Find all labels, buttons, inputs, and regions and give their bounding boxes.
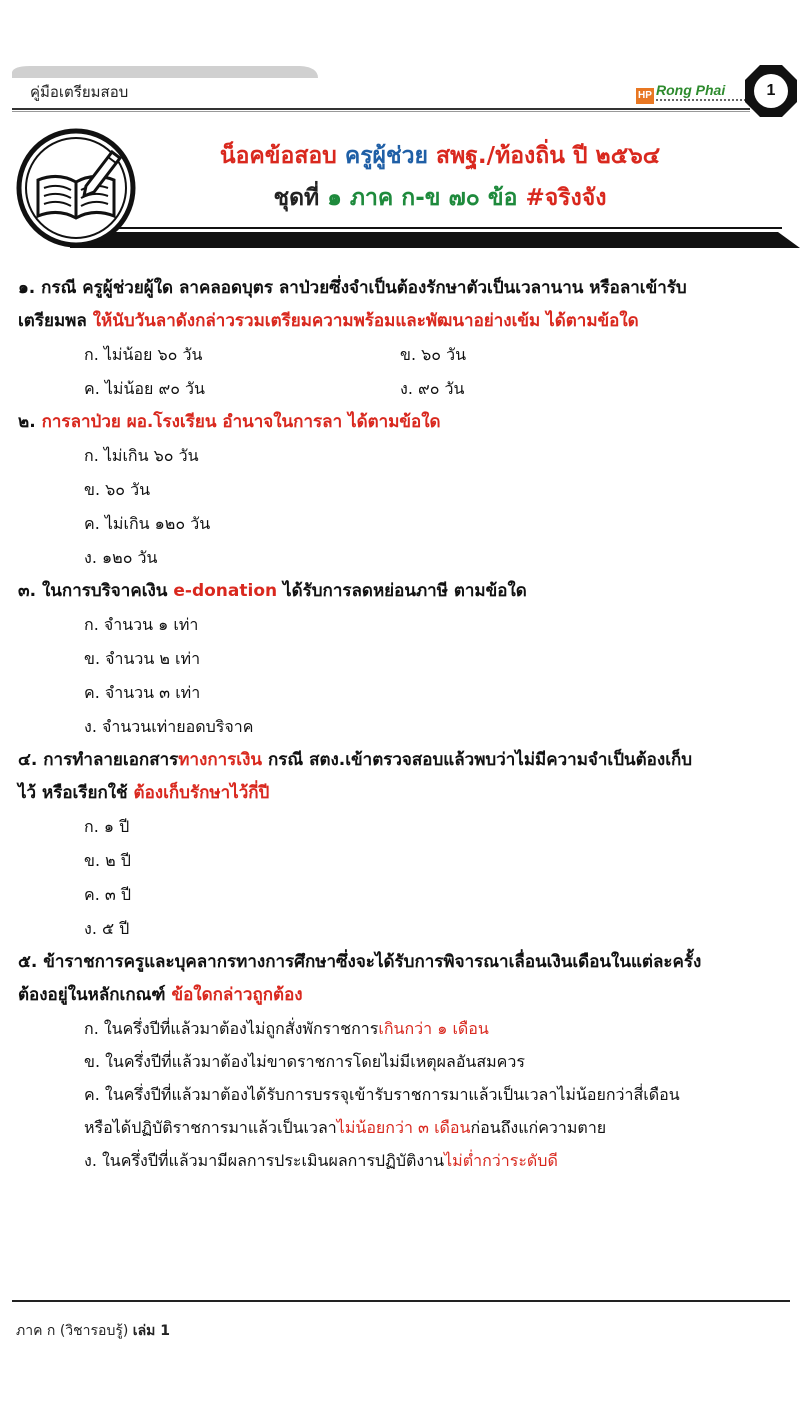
brand-badge: HP <box>636 88 654 104</box>
footer-text: ภาค ก (วิชารอบรู้) <box>16 1323 129 1339</box>
question-4-line-2 <box>18 777 788 810</box>
question-1-highlight: ให้นับวันลาดังกล่าวรวมเตรียมความพร้อมและพัฒนาอย่างเข้ม ได้ตามข้อใด <box>92 311 639 331</box>
option-c-text-2: หรือได้ปฏิบัติราชการมาแล้วเป็นเวลา <box>84 1118 337 1137</box>
question-3-option-a[interactable]: ก. จำนวน ๑ เท่า <box>84 615 199 634</box>
question-1-options-row-2 <box>18 372 788 406</box>
question-5-highlight: ข้อใดกล่าวถูกต้อง <box>171 985 303 1005</box>
question-3-text-end: ได้รับการลดหย่อนภาษี ตามข้อใด <box>283 581 527 601</box>
question-list <box>18 272 788 1177</box>
brand-logo <box>636 82 746 108</box>
question-3-option-d[interactable]: ง. จำนวนเท่ายอดบริจาค <box>84 717 254 736</box>
question-5 <box>18 946 788 1177</box>
question-3-line <box>18 575 788 608</box>
question-2-text: การลาป่วย ผอ.โรงเรียน อำนาจในการลา ได้ตามข้อใด <box>41 412 441 432</box>
footer-divider <box>12 1300 790 1302</box>
title-item-label: ข้อ <box>487 185 518 211</box>
question-1-option-d[interactable]: ง. ๙๐ วัน <box>400 379 465 398</box>
question-5-option-a[interactable] <box>18 1012 788 1045</box>
question-4-highlight-2: ต้องเก็บรักษาไว้กี่ปี <box>133 783 270 803</box>
question-1-line-1: ๑. กรณี ครูผู้ช่วยผู้ใด ลาคลอดบุตร ลาป่วยซึ่งจำเป็นต้องรักษาตัวเป็นเวลานาน หรือลาเข้ารับ <box>18 278 687 298</box>
footer <box>16 1320 170 1342</box>
title-set-number: ๑ ภาค ก-ข ๗๐ <box>327 185 480 211</box>
question-4-option-a[interactable]: ก. ๑ ปี <box>84 817 130 836</box>
question-5-option-b[interactable] <box>18 1045 788 1078</box>
option-d-text: ง. ในครึ่งปีที่แล้วมามีผลการประเมินผลการปฏิบัติงาน <box>84 1151 445 1170</box>
question-5-text: ต้องอยู่ในหลักเกณฑ์ <box>18 985 166 1005</box>
question-1-option-a[interactable]: ก. ไม่น้อย ๖๐ วัน <box>84 345 203 364</box>
option-b-text: ข. ในครึ่งปีที่แล้วมาต้องไม่ขาดราชการโดยไม่มีเหตุผลอันสมควร <box>84 1052 525 1071</box>
question-2-line <box>18 406 788 439</box>
title-set-label: ชุดที่ <box>273 185 320 211</box>
question-1 <box>18 272 788 406</box>
question-4-highlight: ทางการเงิน <box>178 750 263 770</box>
option-a-text: ก. ในครึ่งปีที่แล้วมาต้องไม่ถูกสั่งพักราชการ <box>84 1019 379 1038</box>
option-a-highlight: เกินกว่า ๑ เดือน <box>378 1019 489 1038</box>
brand-tagline-mark <box>656 99 746 105</box>
question-1-option-b[interactable]: ข. ๖๐ วัน <box>400 345 467 364</box>
question-3-highlight: e-donation <box>173 581 278 601</box>
question-3-option-c[interactable]: ค. จำนวน ๓ เท่า <box>84 683 201 702</box>
title-agency-year: สพฐ./ท้องถิ่น ปี ๒๕๖๔ <box>436 143 661 169</box>
option-d-highlight: ไม่ต่ำกว่าระดับดี <box>444 1151 558 1170</box>
question-4 <box>18 744 788 946</box>
option-c-text-1: ค. ในครึ่งปีที่แล้วมาต้องได้รับการบรรจุเข้ารับราชการมาแล้วเป็นเวลาไม่น้อยกว่าสี่เดือน <box>84 1085 680 1104</box>
option-c-highlight: ไม่น้อยกว่า ๓ เดือน <box>336 1118 471 1137</box>
footer-volume: เล่ม 1 <box>132 1323 170 1339</box>
question-2-option-c[interactable]: ค. ไม่เกิน ๑๒๐ วัน <box>84 514 211 533</box>
page-title-line-2 <box>160 180 720 216</box>
question-1-line-2 <box>18 305 788 338</box>
page-number: 1 <box>766 82 776 99</box>
question-2-option-a[interactable]: ก. ไม่เกิน ๖๐ วัน <box>84 446 199 465</box>
running-head: คู่มือเตรียมสอบ <box>30 83 129 101</box>
question-4-text-end: กรณี สตง.เข้าตรวจสอบแล้วพบว่าไม่มีความจำเป็นต้องเก็บ <box>267 750 693 770</box>
question-1-options-row-1 <box>18 338 788 372</box>
title-position: ครูผู้ช่วย <box>344 143 429 169</box>
question-4-text: ๔. การทำลายเอกสาร <box>18 750 179 770</box>
question-2 <box>18 406 788 575</box>
question-4-option-c[interactable]: ค. ๓ ปี <box>84 885 132 904</box>
question-4-line-1 <box>18 744 788 777</box>
option-c-text-3: ก่อนถึงแก่ความตาย <box>470 1118 607 1137</box>
question-2-option-d[interactable]: ง. ๑๒๐ วัน <box>84 548 158 567</box>
question-5-option-d[interactable] <box>18 1144 788 1177</box>
title-prefix: น็อคข้อสอบ <box>219 143 337 169</box>
question-5-line-1: ๕. ข้าราชการครูและบุคลากรทางการศึกษาซึ่งจะได้รับการพิจารณาเลื่อนเงินเดือนในแต่ละครั้ง <box>18 952 702 972</box>
title-hashtag: #จริงจัง <box>525 185 607 211</box>
question-5-line-2 <box>18 979 788 1012</box>
question-3-text: ๓. ในการบริจาคเงิน <box>18 581 168 601</box>
question-1-option-c[interactable]: ค. ไม่น้อย ๙๐ วัน <box>84 379 205 398</box>
question-4-text-2: ไว้ หรือเรียกใช้ <box>18 783 128 803</box>
page-title-line-1 <box>160 138 720 174</box>
question-1-text: เตรียมพล <box>18 311 87 331</box>
question-5-option-c[interactable] <box>18 1078 788 1144</box>
question-4-option-b[interactable]: ข. ๒ ปี <box>84 851 131 870</box>
question-2-option-b[interactable]: ข. ๖๐ วัน <box>84 480 151 499</box>
question-2-number: ๒. <box>18 412 36 432</box>
brand-name: Rong Phai <box>656 82 726 98</box>
question-3-option-b[interactable]: ข. จำนวน ๒ เท่า <box>84 649 201 668</box>
question-3 <box>18 575 788 744</box>
book-pencil-icon <box>16 128 136 248</box>
question-4-option-d[interactable]: ง. ๕ ปี <box>84 919 130 938</box>
